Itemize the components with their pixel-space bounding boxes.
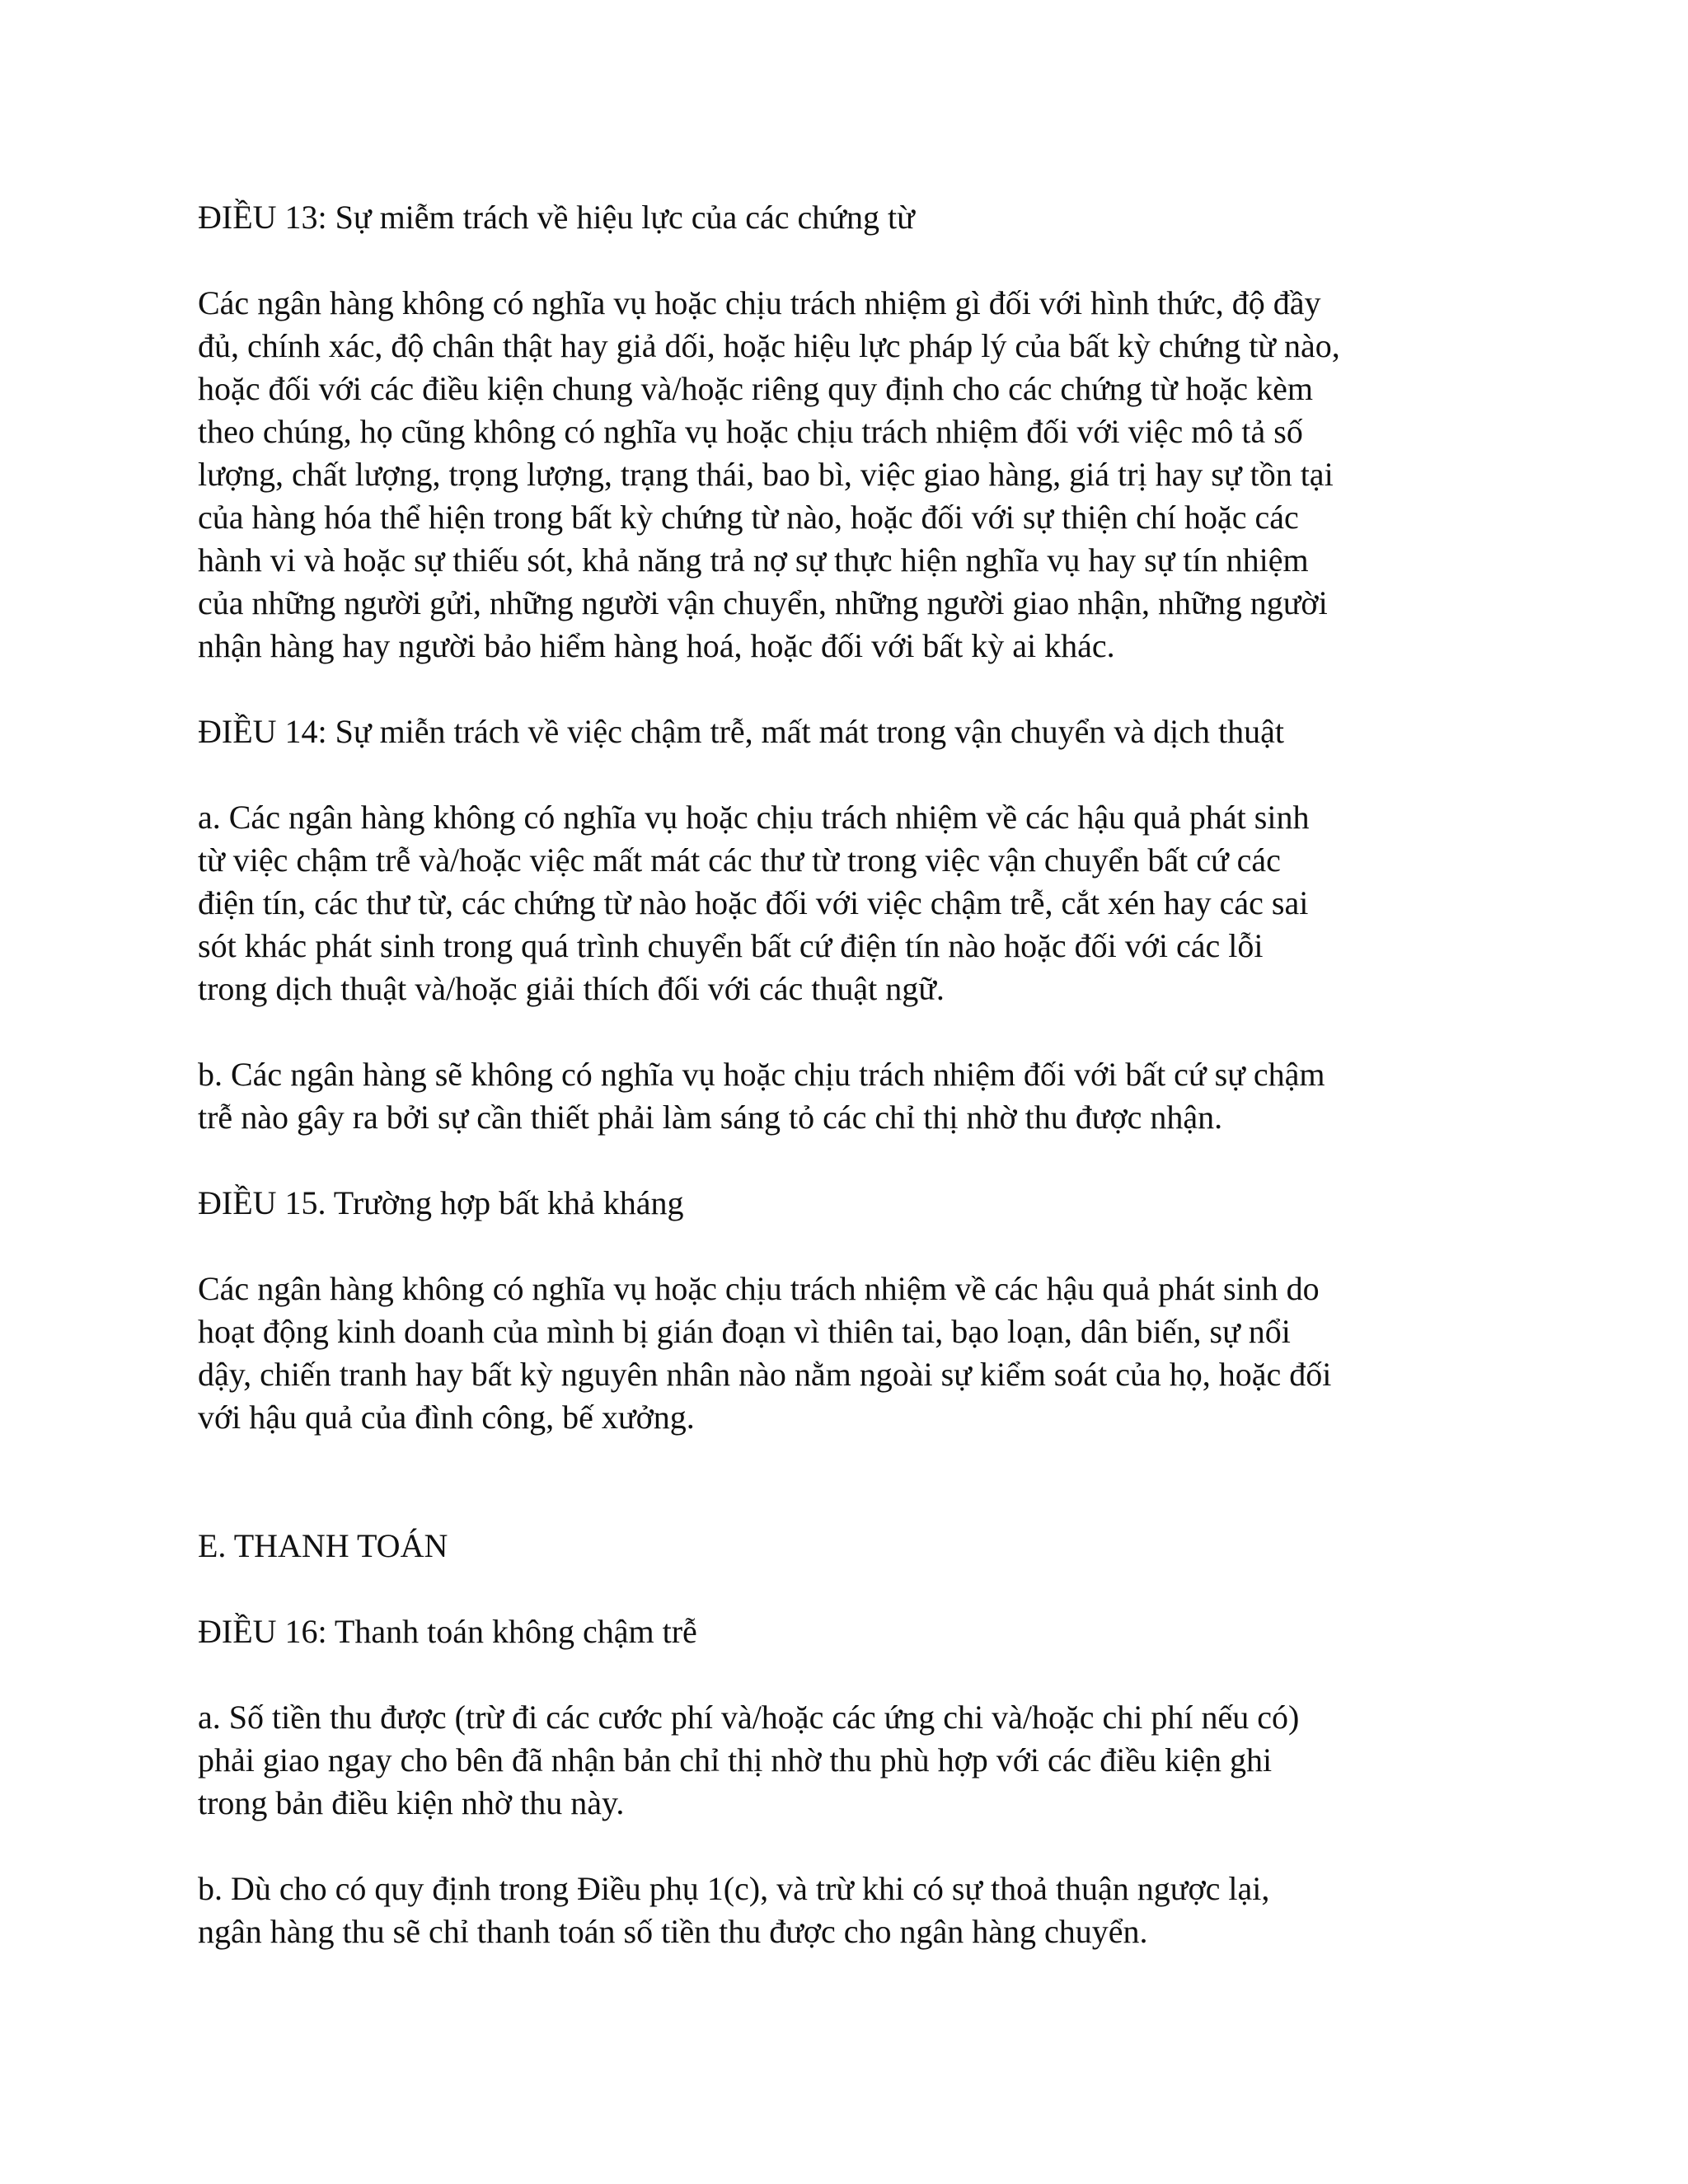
text-line: a. Số tiền thu được (trừ đi các cước phí và/hoặc các ứng chi và/hoặc chi phí nếu có) [198,1699,1300,1736]
text-line: hành vi và hoặc sự thiếu sót, khả năng trả nợ sự thực hiện nghĩa vụ hay sự tín nhiệm [198,541,1309,579]
text-line: b. Các ngân hàng sẽ không có nghĩa vụ hoặc chịu trách nhiệm đối với bất cứ sự chậm [198,1056,1325,1093]
text-line: a. Các ngân hàng không có nghĩa vụ hoặc chịu trách nhiệm về các hậu quả phát sinh [198,799,1310,836]
text-line: hoạt động kinh doanh của mình bị gián đoạn vì thiên tai, bạo loạn, dân biến, sự nổi [198,1313,1291,1350]
text-line: phải giao ngay cho bên đã nhận bản chỉ thị nhờ thu phù hợp với các điều kiện ghi [198,1741,1273,1779]
article-16-heading: ĐIỀU 16: Thanh toán không chậm trễ [198,1613,697,1650]
text-line: đủ, chính xác, độ chân thật hay giả dối, hoặc hiệu lực pháp lý của bất kỳ chứng từ nào, [198,327,1340,364]
text-line: lượng, chất lượng, trọng lượng, trạng thái, bao bì, việc giao hàng, giá trị hay sự tồn tại [198,456,1334,493]
text-line: hoặc đối với các điều kiện chung và/hoặc riêng quy định cho các chứng từ hoặc kèm [198,370,1313,407]
text-line: Các ngân hàng không có nghĩa vụ hoặc chịu trách nhiệm gì đối với hình thức, độ đầy [198,284,1321,321]
text-line: dậy, chiến tranh hay bất kỳ nguyên nhân nào nằm ngoài sự kiểm soát của họ, hoặc đối [198,1356,1332,1393]
text-line: từ việc chậm trễ và/hoặc việc mất mát các thư từ trong việc vận chuyển bất cứ các [198,841,1281,879]
text-line: của hàng hóa thể hiện trong bất kỳ chứng từ nào, hoặc đối với sự thiện chí hoặc các [198,499,1299,536]
article-15-body [198,1268,1500,1439]
text-line: b. Dù cho có quy định trong Điều phụ 1(c), và trừ khi có sự thoả thuận ngược lại, [198,1870,1270,1907]
text-line: trong dịch thuật và/hoặc giải thích đối với các thuật ngữ. [198,970,945,1007]
text-line: của những người gửi, những người vận chuyển, những người giao nhận, những người [198,584,1328,621]
section-e-heading: E. THANH TOÁN [198,1527,448,1564]
text-line: nhận hàng hay người bảo hiểm hàng hoá, hoặc đối với bất kỳ ai khác. [198,627,1115,664]
article-15-heading: ĐIỀU 15. Trường hợp bất khả kháng [198,1184,684,1221]
text-line: Các ngân hàng không có nghĩa vụ hoặc chịu trách nhiệm về các hậu quả phát sinh do [198,1270,1320,1307]
text-line: ngân hàng thu sẽ chỉ thanh toán số tiền thu được cho ngân hàng chuyển. [198,1913,1148,1950]
text-line: điện tín, các thư từ, các chứng từ nào hoặc đối với việc chậm trễ, cắt xén hay các sai [198,884,1309,921]
text-line: trễ nào gây ra bởi sự cần thiết phải làm sáng tỏ các chỉ thị nhờ thu được nhận. [198,1099,1223,1136]
article-16-paragraph-a [198,1696,1500,1825]
document-page [198,196,1500,1953]
text-line: trong bản điều kiện nhờ thu này. [198,1784,625,1821]
article-14-paragraph-b [198,1053,1500,1139]
article-14-paragraph-a [198,796,1500,1010]
text-line: theo chúng, họ cũng không có nghĩa vụ hoặc chịu trách nhiệm đối với việc mô tả số [198,413,1303,450]
text-line: với hậu quả của đình công, bế xưởng. [198,1399,695,1436]
article-14-heading: ĐIỀU 14: Sự miễn trách về việc chậm trễ, mất mát trong vận chuyển và dịch thuật [198,713,1284,750]
article-13-body [198,282,1500,668]
text-line: sót khác phát sinh trong quá trình chuyển bất cứ điện tín nào hoặc đối với các lỗi [198,927,1264,964]
article-13-heading: ĐIỀU 13: Sự miễm trách về hiệu lực của các chứng từ [198,199,915,236]
article-16-paragraph-b [198,1868,1500,1953]
